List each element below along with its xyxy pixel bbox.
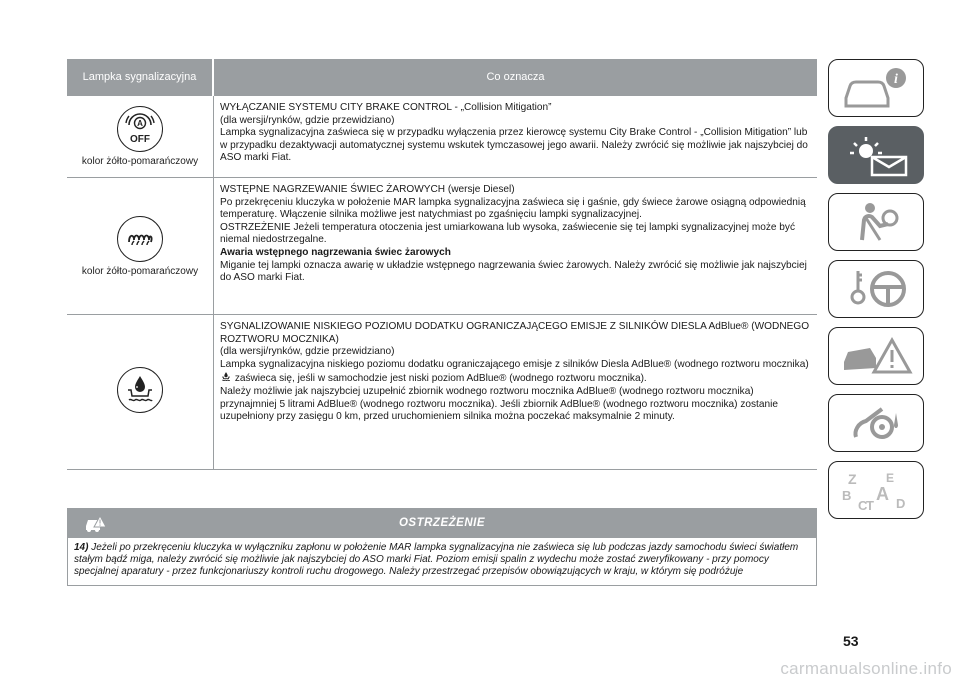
warning-title: OSTRZEŻENIE — [398, 517, 485, 529]
warning-box — [67, 508, 817, 586]
page-number: 53 — [843, 633, 859, 649]
warning-number: 14) — [74, 542, 89, 553]
table-row — [67, 315, 817, 470]
key-steering-wheel-icon — [836, 265, 916, 313]
meaning-text-after-icon: zaświeca się, jeśli w samochodzie jest niski poziom AdBlue® (wodnego roztworu mocznika). — [234, 373, 647, 385]
adblue-inline-icon — [220, 371, 232, 382]
meaning-title: WYŁĄCZANIE SYSTEMU CITY BRAKE CONTROL - „Collision Mitigation” — [220, 102, 552, 113]
safety-tab[interactable] — [828, 193, 924, 251]
meaning-text-before-icon: Lampka sygnalizacyjna niskiego poziomu dodatku ograniczającego emisje z silników Diesla AdBlue® (wodnego roztworu mocznika) — [220, 358, 809, 370]
lamp-color-label: kolor żółto-pomarańczowy — [81, 156, 199, 167]
adblue-level-icon — [117, 367, 163, 413]
column-header-meaning: Co oznacza — [214, 59, 817, 96]
meaning-title: WSTĘPNE NAGRZEWANIE ŚWIEC ŻAROWYCH (wersje Diesel) — [220, 184, 515, 195]
city-brake-off-icon — [117, 106, 163, 152]
emergency-tab[interactable] — [828, 327, 924, 385]
maintenance-tab[interactable] — [828, 394, 924, 452]
meaning-cell — [214, 96, 817, 177]
lamp-color-label: kolor żółto-pomarańczowy — [81, 265, 199, 277]
alphabet-index-icon — [836, 466, 916, 514]
index-tab[interactable] — [828, 461, 924, 519]
car-info-icon — [836, 64, 916, 112]
driving-tab[interactable] — [828, 260, 924, 318]
lamp-cell — [67, 315, 214, 469]
meaning-cell — [214, 315, 817, 469]
meaning-text: Należy możliwie jak najszybciej uzupełnić zbiornik wodnego roztworu mocznika AdBlue® (wodnego roztworu mocznika) przynajmniej 5 litrami AdBlue® (wodnego roztworu mocznika). Jeśli zbiornik AdBlue® (wodnego roztworu mocznika) zostanie uzupełniony przy zasięgu 0 km, przed uruchomieniem silnika można poczekać maksymalnie 2 minuty. — [220, 385, 778, 423]
meaning-cell — [214, 178, 817, 314]
wrench-gear-icon — [836, 399, 916, 447]
meaning-text — [220, 359, 813, 386]
index-letter: Z — [848, 471, 857, 487]
index-letter: D — [896, 496, 906, 511]
table-header — [67, 59, 817, 96]
car-info-tab[interactable] — [828, 59, 924, 117]
glow-plug-icon — [117, 216, 163, 262]
index-letter: T — [866, 498, 874, 513]
meaning-subtitle: Awaria wstępnego nagrzewania świec żarowych — [220, 246, 451, 258]
meaning-text: Lampka sygnalizacyjna zaświeca się w przypadku wyłączenia przez kierowcę systemu City Brake Control - „Collision Mitigation” lub w przypadku dezaktywacji automatycznej systemu wskutek tymczasowej jego awarii. Należy zwrócić się możliwie jak najszybciej do ASO marki Fiat. — [220, 127, 808, 164]
warning-lights-table — [67, 59, 817, 470]
meaning-note: (dla wersji/rynków, gdzie przewidziano) — [220, 346, 395, 358]
warning-body — [67, 538, 817, 586]
index-letter: B — [842, 488, 852, 503]
meaning-note: (dla wersji/rynków, gdzie przewidziano) — [220, 114, 395, 126]
info-glyph: i — [894, 72, 898, 87]
index-letter: A — [876, 484, 889, 504]
meaning-text: Miganie tej lampki oznacza awarię w układzie wstępnego nagrzewania świec żarowych. Należy zwrócić się możliwie jak najszybciej do ASO marki Fiat. — [220, 259, 807, 284]
table-row — [67, 96, 817, 178]
table-row — [67, 178, 817, 315]
meaning-warning: OSTRZEŻENIE Jeżeli temperatura otoczenia jest umiarkowana lub wysoka, zaświecenie się tej lampki sygnalizacyjnej może być niemal niedostrzegalne. — [220, 221, 796, 246]
meaning-text: Po przekręceniu kluczyka w położenie MAR lampka sygnalizacyjna zaświeca się i gaśnie, gdy świece żarowe osiągną odpowiednią temperaturę. Włączenie silnika możliwe jest natychmiast po zgaśnięciu lampki sygnalizacyjnej. — [220, 196, 806, 221]
watermark: carmanualsonline.info — [780, 659, 952, 678]
lamp-cell — [67, 178, 214, 314]
index-letter: E — [886, 471, 895, 485]
off-label: OFF — [130, 134, 150, 145]
warning-text: Jeżeli po przekręceniu kluczyka w wyłączniku zapłonu w położenie MAR lampka sygnalizacyjna nie zaświeca się lub podczas jazdy samochodu świeci światłem stałym bądź miga, należy zwrócić się możliwie jak najszybciej do ASO marki Fiat. Poziom emisji spalin z wydechu może zostać zweryfikowany - przy pomocy specjalnej aparatury - przez funkcjonariuszy kontroli ruchu drogowego. Należy przestrzegać przepisów obowiązujących w kraju, w którym się podróżuje — [74, 542, 799, 578]
car-warning-icon — [83, 514, 107, 532]
seatbelt-airbag-icon — [836, 198, 916, 246]
meaning-title: SYGNALIZOWANIE NISKIEGO POZIOMU DODATKU OGRANICZAJĄCEGO EMISJE Z SILNIKÓW DIESLA AdBlue® (WODNEGO ROZTWORU MOCZNIKA) — [220, 321, 810, 345]
lamp-cell — [67, 96, 214, 177]
warning-light-envelope-icon — [836, 131, 916, 179]
city-brake-letter: A — [137, 119, 143, 128]
car-crash-warning-icon — [836, 332, 916, 380]
column-header-lamp: Lampka sygnalizacyjna — [67, 59, 214, 96]
chapter-sidebar — [828, 59, 924, 528]
warning-lights-tab[interactable] — [828, 126, 924, 184]
warning-header — [67, 508, 817, 538]
index-letter: C — [858, 498, 868, 513]
